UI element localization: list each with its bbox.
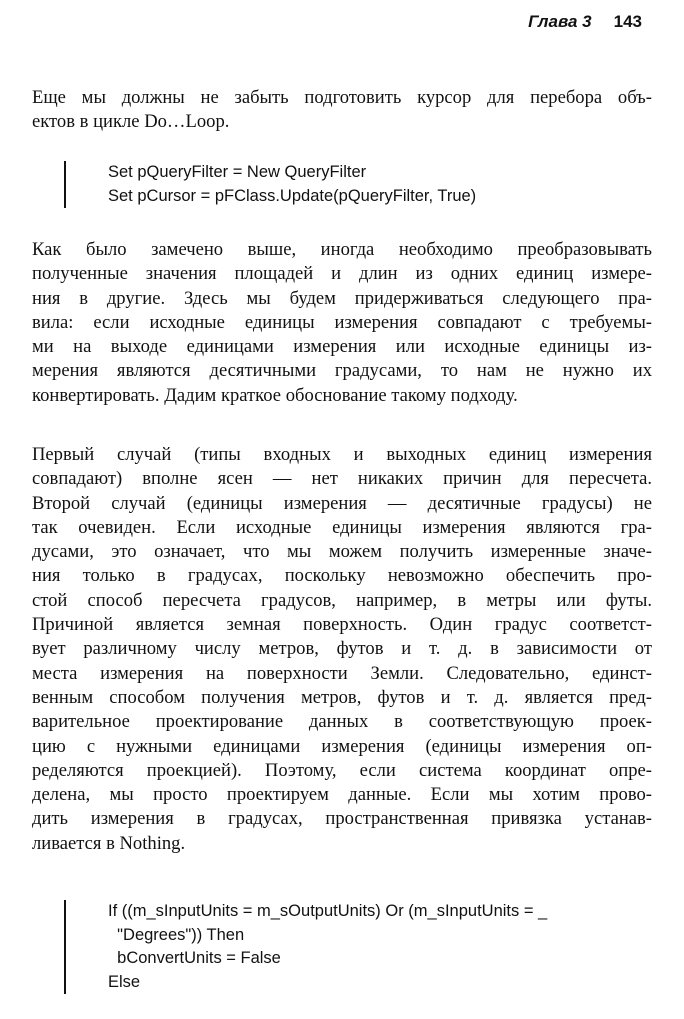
text-line: конвертировать. Дадим краткое обоснование такому подходу. — [32, 384, 518, 406]
text-line: дить измерения в градусах, пространственная привязка устанав- — [32, 808, 652, 830]
text-line: Причиной является земная поверхность. Один градус соответст- — [32, 614, 652, 636]
paragraph-cursor-intro — [32, 86, 652, 135]
text-line: мерения являются десятичными градусами, то нам не нужно их — [32, 360, 652, 382]
text-line: ливается в Nothing. — [32, 832, 186, 854]
code-line: Else — [108, 972, 141, 991]
text-line: ми на выходе единицами измерения или исходные единицы из- — [32, 336, 652, 358]
text-line: ния только в градусах, поскольку невозможно обеспечить про- — [32, 565, 652, 587]
text-line: места измерения на поверхности Земли. Следовательно, единст- — [32, 662, 652, 684]
text-line: ектов в цикле Do…Loop. — [32, 111, 230, 133]
code-line: Set pCursor = pFClass.Update(pQueryFilter, True) — [108, 186, 477, 205]
code-line: "Degrees")) Then — [108, 925, 245, 944]
text-line: делена, мы просто проектируем данные. Если мы хотим прово- — [32, 784, 652, 806]
running-head — [528, 12, 642, 32]
text-line: дусами, это означает, что мы можем получить измеренные значе- — [32, 541, 652, 563]
text-line: Первый случай (типы входных и выходных единиц измерения — [32, 444, 652, 465]
text-line: стой способ пересчета градусов, например, в метры или футы. — [32, 589, 652, 611]
text-line: вует различному числу метров, футов и т. д. в зависимости от — [32, 638, 652, 660]
code-block-cursor — [64, 161, 476, 208]
text-line: так очевиден. Если исходные единицы измерения являются гра- — [32, 516, 652, 538]
text-line: ределяются проекцией). Поэтому, если система координат опре- — [32, 759, 652, 781]
text-line: цию с нужными единицами измерения (единицы измерения оп- — [32, 735, 652, 757]
text-line: венным способом получения метров, футов и т. д. является пред- — [32, 686, 652, 708]
code-block-units-check — [64, 900, 547, 994]
code-line: bConvertUnits = False — [108, 949, 281, 967]
paragraph-conversion-rule — [32, 238, 652, 408]
text-line: Второй случай (единицы измерения — десятичные градусы) не — [32, 492, 652, 514]
text-line: Как было замечено выше, иногда необходимо преобразовывать — [32, 239, 652, 260]
text-line: полученные значения площадей и длин из одних единиц измере- — [32, 263, 652, 285]
text-line: Еще мы должны не забыть подготовить курсор для перебора объ- — [32, 87, 652, 108]
text-line: ния в другие. Здесь мы будем придерживаться следующего пра- — [32, 287, 652, 309]
text-line: совпадают) вполне ясен — нет никаких причин для пересчета. — [32, 468, 652, 490]
chapter-label: Глава 3 — [528, 12, 592, 31]
code-line: Set pQueryFilter = New QueryFilter — [108, 163, 367, 181]
text-line: варительное проектирование данных в соответствующую проек- — [32, 711, 652, 733]
paragraph-cases-explanation — [32, 443, 652, 856]
page-number: 143 — [613, 12, 642, 31]
text-line: вила: если исходные единицы измерения совпадают с требуемы- — [32, 311, 652, 333]
code-line: If ((m_sInputUnits = m_sOutputUnits) Or (m_sInputUnits = _ — [108, 902, 548, 920]
